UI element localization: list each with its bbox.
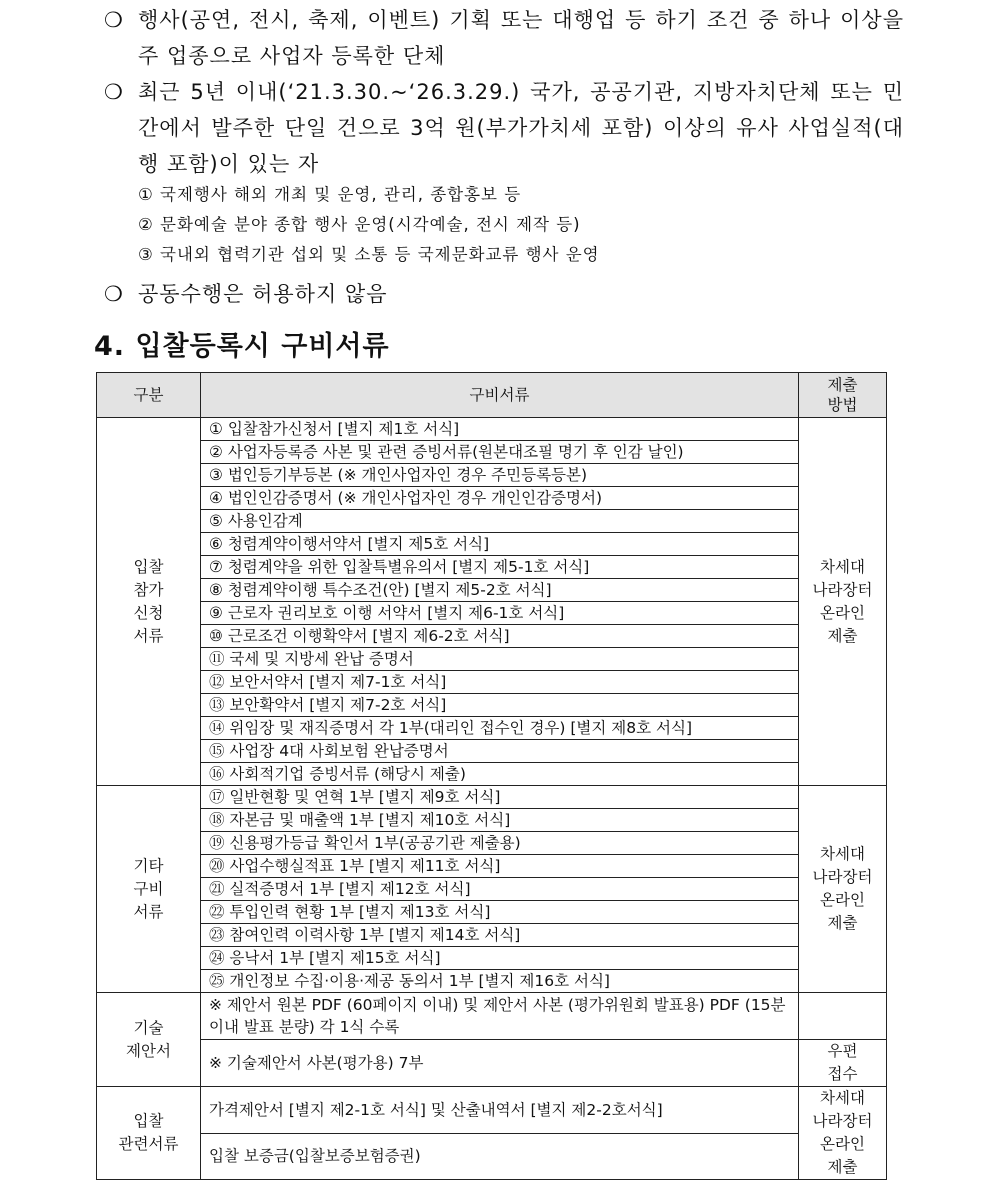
- table-row: [97, 970, 887, 993]
- group-method-bid: 차세대 나라장터 온라인 제출: [799, 1087, 887, 1180]
- eligibility-text-2: 최근 5년 이내(‘21.3.30.~‘26.3.29.) 국가, 공공기관, 지방자치단체 또는 민간에서 발주한 단일 건으로 3억 원(부가가치세 포함) 이상의 유사 사업실적(대행 포함)이 있는 자: [138, 80, 904, 176]
- circle-bullet-icon: ❍: [104, 282, 123, 306]
- document-item: ② 사업자등록증 사본 및 관련 증빙서류(원본대조필 명기 후 인감 날인): [201, 441, 799, 464]
- table-row: [97, 832, 887, 855]
- eligibility-text-1: 행사(공연, 전시, 축제, 이벤트) 기획 또는 대행업 등 하기 조건 중 하나 이상을 주 업종으로 사업자 등록한 단체: [138, 8, 904, 68]
- table-row: [97, 510, 887, 533]
- table-row: [97, 809, 887, 832]
- header-category: 구분: [97, 373, 201, 418]
- eligibility-paragraph-3: [104, 276, 904, 312]
- table-row: [97, 855, 887, 878]
- method-empty-cell: [799, 993, 887, 1040]
- document-item: ※ 기술제안서 사본(평가용) 7부: [201, 1040, 799, 1087]
- table-row: [97, 487, 887, 510]
- table-row: [97, 947, 887, 970]
- document-item: ⑯ 사회적기업 증빙서류 (해당시 제출): [201, 763, 799, 786]
- document-item: ㉑ 실적증명서 1부 [별지 제12호 서식]: [201, 878, 799, 901]
- table-row: [97, 556, 887, 579]
- table-row: [97, 579, 887, 602]
- document-item: ⑦ 청렴계약을 위한 입찰특별유의서 [별지 제5-1호 서식]: [201, 556, 799, 579]
- document-item: ⑧ 청렴계약이행 특수조건(안) [별지 제5-2호 서식]: [201, 579, 799, 602]
- document-item: ⑤ 사용인감계: [201, 510, 799, 533]
- table-row: [97, 763, 887, 786]
- document-item: ㉔ 응낙서 1부 [별지 제15호 서식]: [201, 947, 799, 970]
- group-method-application: 차세대 나라장터 온라인 제출: [799, 418, 887, 786]
- section-title: 4. 입찰등록시 구비서류: [94, 331, 390, 362]
- circle-bullet-icon: ❍: [104, 80, 123, 104]
- document-item: ⑳ 사업수행실적표 1부 [별지 제11호 서식]: [201, 855, 799, 878]
- table-row: [97, 1040, 887, 1087]
- document-item: ⑰ 일반현황 및 연혁 1부 [별지 제9호 서식]: [201, 786, 799, 809]
- document-item: ⑫ 보안서약서 [별지 제7-1호 서식]: [201, 671, 799, 694]
- document-item: ⑩ 근로조건 이행확약서 [별지 제6-2호 서식]: [201, 625, 799, 648]
- table-row: [97, 441, 887, 464]
- table-row: [97, 533, 887, 556]
- table-row: [97, 786, 887, 809]
- eligibility-sub-2: ② 문화예술 분야 종합 행사 운영(시각예술, 전시 제작 등): [138, 215, 581, 234]
- method-mail: 우편 접수: [799, 1040, 887, 1087]
- document-item: ③ 법인등기부등본 (※ 개인사업자인 경우 주민등록등본): [201, 464, 799, 487]
- table-row: [97, 878, 887, 901]
- document-item: ⑪ 국세 및 지방세 완납 증명서: [201, 648, 799, 671]
- document-item: ⑲ 신용평가등급 확인서 1부(공공기관 제출용): [201, 832, 799, 855]
- document-item: ⑨ 근로자 권리보호 이행 서약서 [별지 제6-1호 서식]: [201, 602, 799, 625]
- document-item: ④ 법인인감증명서 (※ 개인사업자인 경우 개인인감증명서): [201, 487, 799, 510]
- table-row: [97, 1087, 887, 1134]
- header-method: 제출 방법: [799, 373, 887, 418]
- group-category-bid: 입찰 관련서류: [97, 1087, 201, 1180]
- circle-bullet-icon: ❍: [104, 8, 123, 32]
- table-row: [97, 625, 887, 648]
- table-row: [97, 671, 887, 694]
- group-category-tech: 기술 제안서: [97, 993, 201, 1087]
- table-row: [97, 602, 887, 625]
- document-item: ① 입찰참가신청서 [별지 제1호 서식]: [201, 418, 799, 441]
- eligibility-sub-1: ① 국제행사 해외 개최 및 운영, 관리, 종합홍보 등: [138, 185, 522, 204]
- required-documents-table: [96, 372, 887, 1180]
- table-row: [97, 418, 887, 441]
- document-item: ㉓ 참여인력 이력사항 1부 [별지 제14호 서식]: [201, 924, 799, 947]
- document-item: 가격제안서 [별지 제2-1호 서식] 및 산출내역서 [별지 제2-2호서식]: [201, 1087, 799, 1134]
- document-item: ⑥ 청렴계약이행서약서 [별지 제5호 서식]: [201, 533, 799, 556]
- group-category-application: 입찰 참가 신청 서류: [97, 418, 201, 786]
- eligibility-paragraph-1: [104, 2, 904, 74]
- table-row: [97, 993, 887, 1040]
- eligibility-paragraph-2: [104, 74, 904, 182]
- group-method-other: 차세대 나라장터 온라인 제출: [799, 786, 887, 993]
- document-item: ⑱ 자본금 및 매출액 1부 [별지 제10호 서식]: [201, 809, 799, 832]
- table-row: [97, 740, 887, 763]
- eligibility-text-3: 공동수행은 허용하지 않음: [138, 282, 388, 306]
- table-row: [97, 717, 887, 740]
- table-row: [97, 694, 887, 717]
- header-documents: 구비서류: [201, 373, 799, 418]
- table-row: [97, 648, 887, 671]
- document-item: ㉕ 개인정보 수집·이용·제공 동의서 1부 [별지 제16호 서식]: [201, 970, 799, 993]
- table-header-row: [97, 373, 887, 418]
- table-row: [97, 924, 887, 947]
- group-category-other: 기타 구비 서류: [97, 786, 201, 993]
- document-item: 입찰 보증금(입찰보증보험증권): [201, 1133, 799, 1180]
- table-row: [97, 901, 887, 924]
- document-item: ㉒ 투입인력 현황 1부 [별지 제13호 서식]: [201, 901, 799, 924]
- document-item: ⑭ 위임장 및 재직증명서 각 1부(대리인 접수인 경우) [별지 제8호 서식]: [201, 717, 799, 740]
- document-item: ⑬ 보안확약서 [별지 제7-2호 서식]: [201, 694, 799, 717]
- document-item: ⑮ 사업장 4대 사회보험 완납증명서: [201, 740, 799, 763]
- table-row: [97, 464, 887, 487]
- eligibility-sub-3: ③ 국내외 협력기관 섭외 및 소통 등 국제문화교류 행사 운영: [138, 245, 600, 264]
- table-row: [97, 1133, 887, 1180]
- document-item: ※ 제안서 원본 PDF (60페이지 이내) 및 제안서 사본 (평가위원회 발표용) PDF (15분 이내 발표 분량) 각 1식 수록: [201, 993, 799, 1040]
